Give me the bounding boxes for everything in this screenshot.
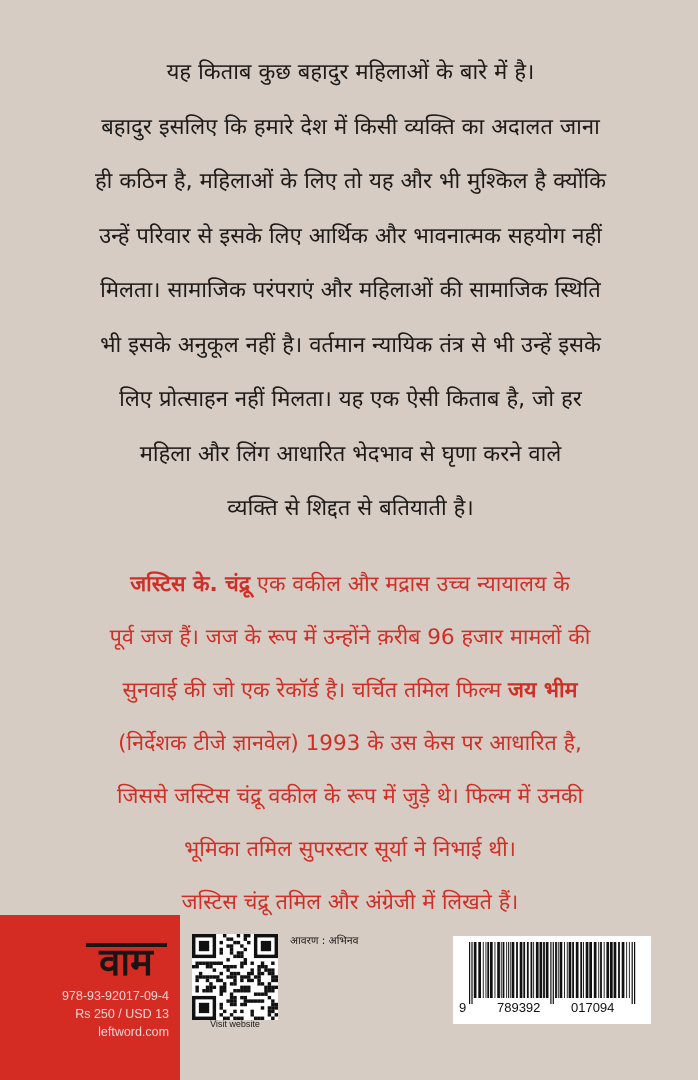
blurb-line: मिलता। सामाजिक परंपराएं और महिलाओं की सामाजिक स्थिति (100, 278, 601, 303)
qr-code[interactable] (192, 934, 278, 1020)
blurb-line: ही कठिन है, महिलाओं के लिए तो यह और भी मुश्किल है क्योंकि (94, 169, 607, 194)
bio-line: सुनवाई की जो एक रेकॉर्ड है। चर्चित तमिल फिल्म जय भीम (122, 678, 578, 703)
website-link[interactable]: leftword.com (98, 1025, 169, 1039)
film-title: जय भीम (508, 678, 578, 703)
price-text: Rs 250 / USD 13 (75, 1007, 169, 1021)
blurb-line: उन्हें परिवार से इसके लिए आर्थिक और भावनात्मक सहयोग नहीं (99, 223, 602, 249)
author-bio (52, 558, 648, 929)
blurb-line: यह किताब कुछ बहादुर महिलाओं के बारे में है। (166, 60, 535, 85)
bio-line: जस्टिस चंद्रू तमिल और अंग्रेजी में लिखते हैं। (181, 890, 519, 915)
barcode-group-1: 789392 (497, 1000, 541, 1015)
author-name: जस्टिस के. चंद्रू (130, 572, 251, 597)
blurb-line: भी इसके अनुकूल नहीं है। वर्तमान न्यायिक तंत्र से भी उन्हें इसके (100, 332, 601, 358)
qr-caption: Visit website (210, 1019, 260, 1029)
bio-line: (निर्देशक टीजे ज्ञानवेल) 1993 के उस केस पर आधारित है, (118, 731, 582, 756)
cover-credit: आवरण : अभिनव (290, 935, 359, 947)
blurb-line: महिला और लिंग आधारित भेदभाव से घृणा करने वाले (139, 441, 562, 467)
blurb-line: व्यक्ति से शिद्दत से बतियाती है। (227, 496, 474, 521)
barcode-group-2: 017094 (571, 1000, 615, 1015)
svg-text:वाम: वाम (99, 940, 153, 984)
isbn-text: 978-93-92017-09-4 (61, 989, 169, 1003)
bio-line: जस्टिस के. चंद्रू एक वकील और मद्रास उच्च न्यायालय के (130, 572, 570, 597)
book-blurb (78, 46, 623, 537)
blurb-line: लिए प्रोत्साहन नहीं मिलता। यह एक ऐसी किताब है, जो हर (119, 387, 582, 412)
bio-line: पूर्व जज हैं। जज के रूप में उन्होंने क़रीब 96 हजार मामलों की (109, 625, 591, 650)
bio-line: जिससे जस्टिस चंद्रू वकील के रूप में जुड़े थे। फिल्म में उनकी (116, 784, 584, 809)
barcode-bars (453, 936, 651, 1024)
publisher-block (0, 915, 180, 1080)
publisher-logo (84, 935, 169, 985)
isbn-barcode (453, 936, 651, 1024)
barcode-lead-digit: 9 (459, 1000, 467, 1015)
blurb-line: बहादुर इसलिए कि हमारे देश में किसी व्यक्ति का अदालत जाना (101, 114, 600, 140)
bio-line: भूमिका तमिल सुपरस्टार सूर्या ने निभाई थी। (184, 837, 516, 862)
